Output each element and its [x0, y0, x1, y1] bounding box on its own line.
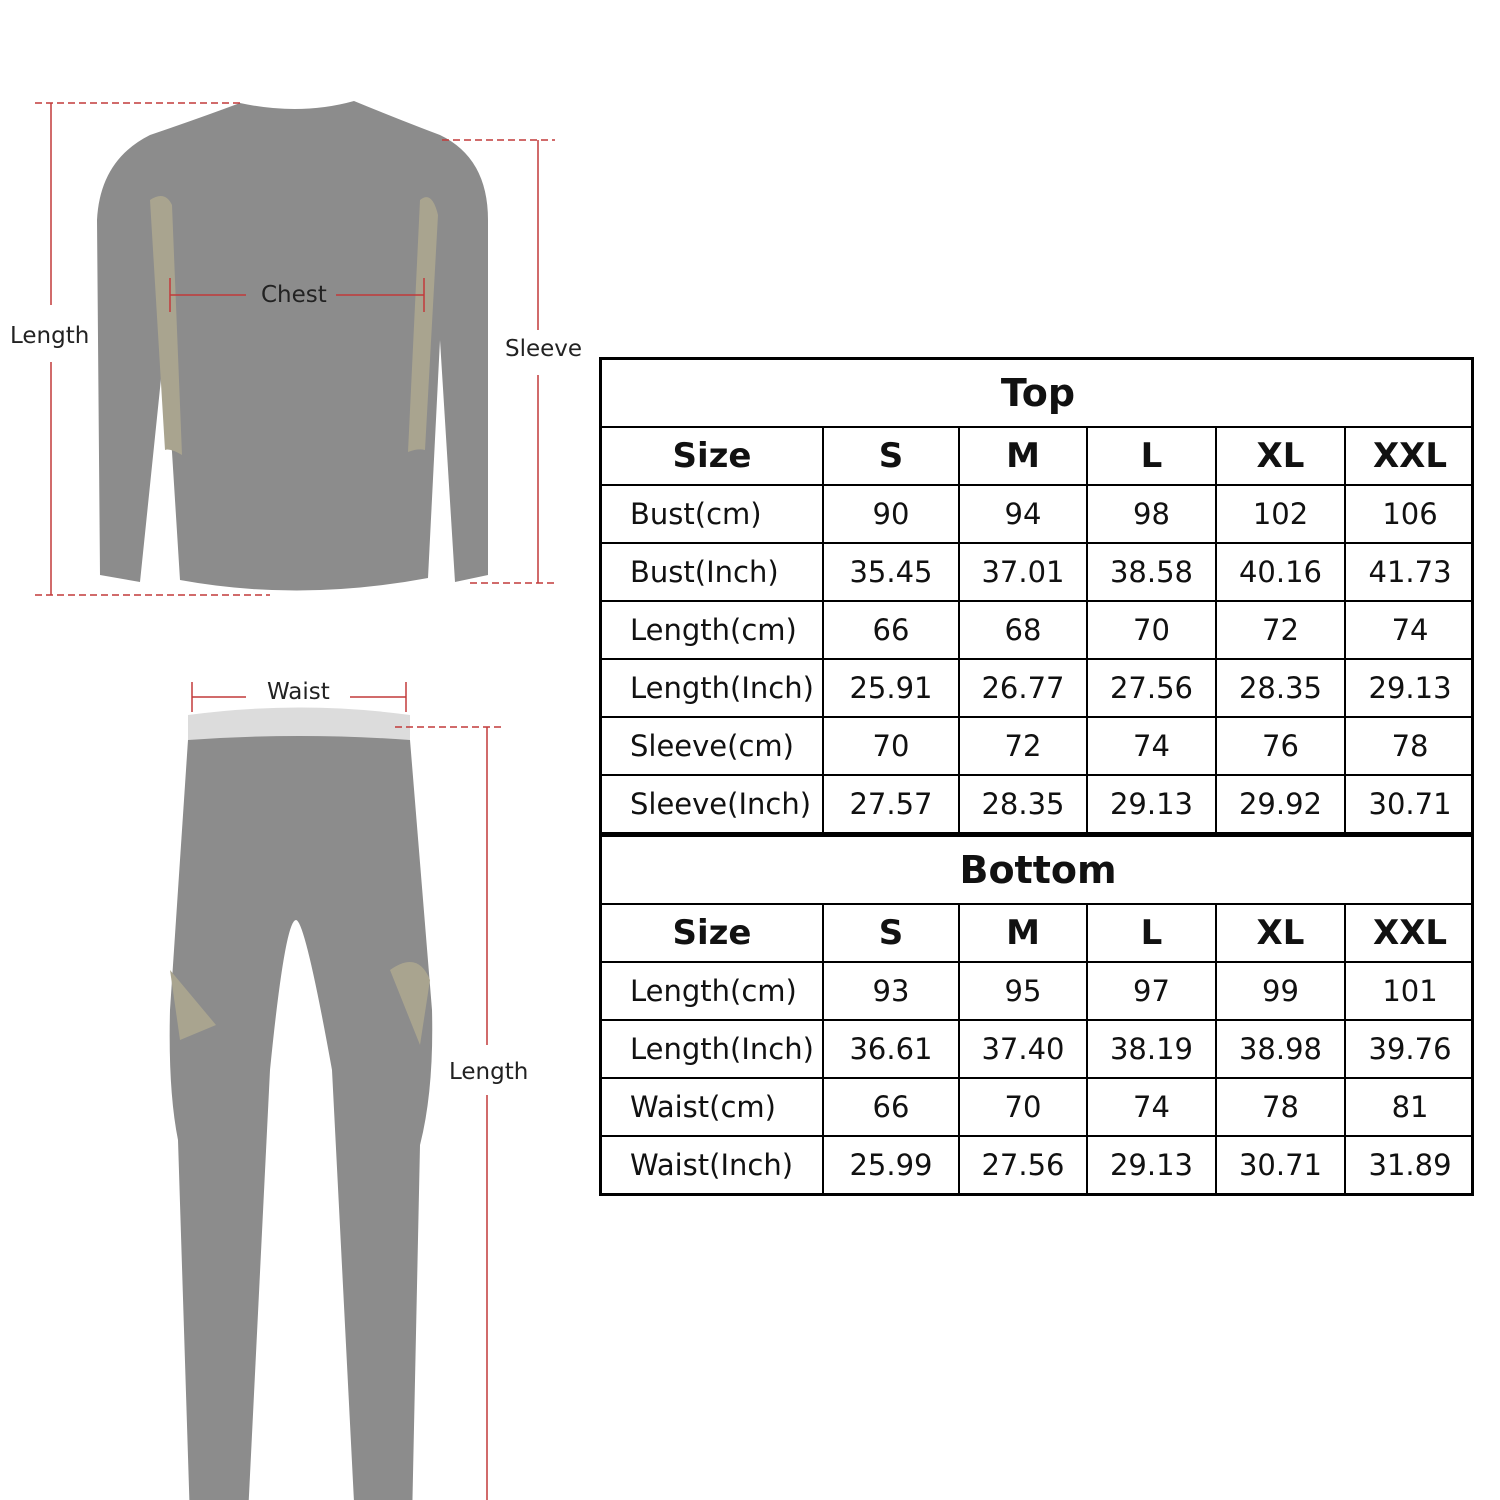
- table-row: [602, 962, 1474, 1020]
- cell: 37.40: [959, 1020, 1087, 1078]
- cell: 38.98: [1216, 1020, 1345, 1078]
- cell: 72: [959, 717, 1087, 775]
- cell: 38.19: [1087, 1020, 1216, 1078]
- header-xxl: XXL: [1345, 904, 1474, 962]
- header-l: L: [1087, 904, 1216, 962]
- size-chart: [599, 357, 1474, 1196]
- top-table-title: Top: [602, 360, 1474, 427]
- cell: 35.45: [823, 543, 959, 601]
- row-label: Sleeve(Inch): [602, 775, 823, 833]
- cell: 28.35: [959, 775, 1087, 833]
- table-row: [602, 659, 1474, 717]
- cell: 70: [823, 717, 959, 775]
- cell: 81: [1345, 1078, 1474, 1136]
- cell: 26.77: [959, 659, 1087, 717]
- header-size: Size: [602, 427, 823, 485]
- cell: 36.61: [823, 1020, 959, 1078]
- row-label: Length(cm): [602, 601, 823, 659]
- cell: 66: [823, 601, 959, 659]
- cell: 95: [959, 962, 1087, 1020]
- cell: 72: [1216, 601, 1345, 659]
- cell: 30.71: [1345, 775, 1474, 833]
- header-xxl: XXL: [1345, 427, 1474, 485]
- header-m: M: [959, 427, 1087, 485]
- row-label: Length(cm): [602, 962, 823, 1020]
- cell: 98: [1087, 485, 1216, 543]
- cell: 90: [823, 485, 959, 543]
- cell: 94: [959, 485, 1087, 543]
- table-row: [602, 601, 1474, 659]
- cell: 25.91: [823, 659, 959, 717]
- cell: 29.92: [1216, 775, 1345, 833]
- cell: 31.89: [1345, 1136, 1474, 1193]
- table-row: [602, 485, 1474, 543]
- cell: 29.13: [1345, 659, 1474, 717]
- cell: 101: [1345, 962, 1474, 1020]
- cell: 28.35: [1216, 659, 1345, 717]
- cell: 74: [1087, 1078, 1216, 1136]
- cell: 40.16: [1216, 543, 1345, 601]
- row-label: Length(Inch): [602, 1020, 823, 1078]
- table-header-row: [602, 904, 1474, 962]
- cell: 39.76: [1345, 1020, 1474, 1078]
- top-size-table: [602, 360, 1474, 834]
- header-s: S: [823, 427, 959, 485]
- cell: 38.58: [1087, 543, 1216, 601]
- cell: 68: [959, 601, 1087, 659]
- header-l: L: [1087, 427, 1216, 485]
- bottom-size-table: [602, 837, 1474, 1193]
- cell: 27.57: [823, 775, 959, 833]
- table-row: [602, 543, 1474, 601]
- cell: 78: [1216, 1078, 1345, 1136]
- table-row: [602, 1136, 1474, 1193]
- header-xl: XL: [1216, 427, 1345, 485]
- row-label: Sleeve(cm): [602, 717, 823, 775]
- cell: 74: [1087, 717, 1216, 775]
- cell: 29.13: [1087, 775, 1216, 833]
- header-s: S: [823, 904, 959, 962]
- row-label: Bust(cm): [602, 485, 823, 543]
- bottom-table-title: Bottom: [602, 837, 1474, 904]
- cell: 27.56: [1087, 659, 1216, 717]
- cell: 76: [1216, 717, 1345, 775]
- cell: 41.73: [1345, 543, 1474, 601]
- row-label: Bust(Inch): [602, 543, 823, 601]
- cell: 78: [1345, 717, 1474, 775]
- table-row: [602, 717, 1474, 775]
- cell: 70: [959, 1078, 1087, 1136]
- table-row: [602, 1020, 1474, 1078]
- cell: 30.71: [1216, 1136, 1345, 1193]
- cell: 66: [823, 1078, 959, 1136]
- cell: 97: [1087, 962, 1216, 1020]
- cell: 74: [1345, 601, 1474, 659]
- top-length-label: Length: [10, 323, 90, 349]
- header-xl: XL: [1216, 904, 1345, 962]
- row-label: Waist(cm): [602, 1078, 823, 1136]
- waist-label: Waist: [267, 679, 330, 705]
- sleeve-label: Sleeve: [505, 336, 583, 362]
- cell: 106: [1345, 485, 1474, 543]
- cell: 102: [1216, 485, 1345, 543]
- pants-illustration: [0, 670, 600, 1500]
- cell: 93: [823, 962, 959, 1020]
- cell: 99: [1216, 962, 1345, 1020]
- cell: 25.99: [823, 1136, 959, 1193]
- header-m: M: [959, 904, 1087, 962]
- cell: 29.13: [1087, 1136, 1216, 1193]
- chest-label: Chest: [261, 282, 327, 308]
- row-label: Length(Inch): [602, 659, 823, 717]
- pants-shape: [170, 736, 433, 1500]
- bottom-length-label: Length: [449, 1059, 529, 1085]
- header-size: Size: [602, 904, 823, 962]
- cell: 37.01: [959, 543, 1087, 601]
- table-row: [602, 1078, 1474, 1136]
- table-header-row: [602, 427, 1474, 485]
- cell: 70: [1087, 601, 1216, 659]
- table-row: [602, 775, 1474, 833]
- cell: 27.56: [959, 1136, 1087, 1193]
- row-label: Waist(Inch): [602, 1136, 823, 1193]
